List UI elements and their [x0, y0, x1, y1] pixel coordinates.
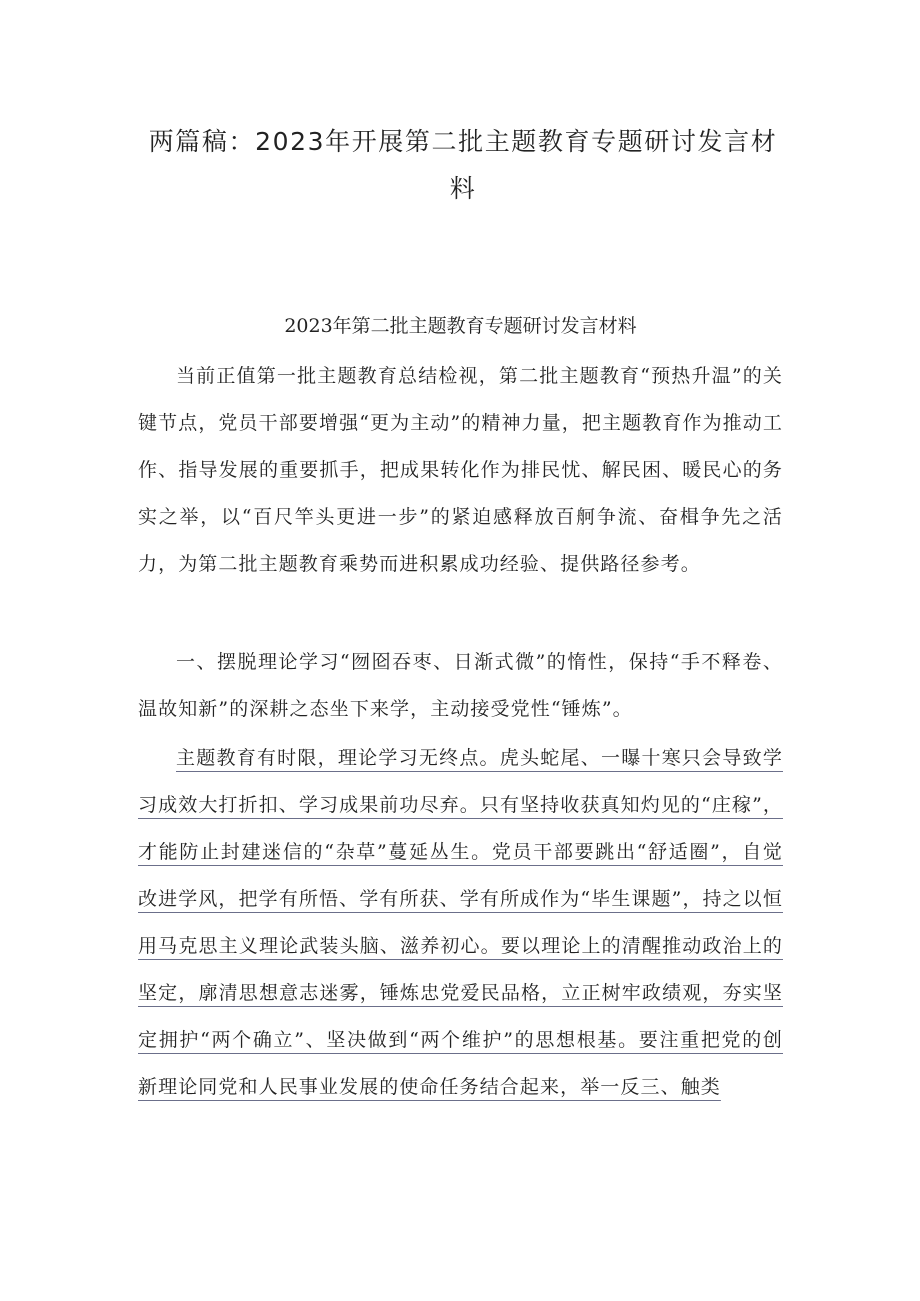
document-title: 两篇稿：2023年开展第二批主题教育专题研讨发言材料 [148, 127, 778, 203]
section-title: 2023年第二批主题教育专题研讨发言材料 [284, 315, 637, 337]
body-paragraph-1: 主题教育有时限，理论学习无终点。虎头蛇尾、一曝十寒只会导致学习成效大打折扣、学习成果前功尽弃。只有坚持收获真知灼见的“庄稼”，才能防止封建迷信的“杂草”蔓延丛生。党员干部要跳出“舒适圈”，自觉改进学风，把学有所悟、学有所获、学有所成作为“毕生课题”，持之以恒用马克思主义理论武装头脑、滋养初心。要以理论上的清醒推动政治上的坚定，廓清思想意志迷雾，锤炼忠党爱民品格，立正树牢政绩观，夯实坚定拥护“两个确立”、坚决做到“两个维护”的思想根基。要注重把党的创新理论同党和人民事业发展的使命任务结合起来，举一反三、触类 [138, 747, 783, 1098]
intro-paragraph: 当前正值第一批主题教育总结检视，第二批主题教育“预热升温”的关键节点，党员干部要增强“更为主动”的精神力量，把主题教育作为推动工作、指导发展的重要抓手，把成果转化作为排民忧、解民困、暖民心的务实之举，以“百尺竿头更进一步”的紧迫感释放百舸争流、奋楫争先之活力，为第二批主题教育乘势而进积累成功经验、提供路径参考。 [138, 365, 783, 575]
heading-paragraph-1: 一、摆脱理论学习“囫囵吞枣、日渐式微”的惰性，保持“手不释卷、温故知新”的深耕之态坐下来学，主动接受党性“锤炼”。 [138, 651, 783, 720]
